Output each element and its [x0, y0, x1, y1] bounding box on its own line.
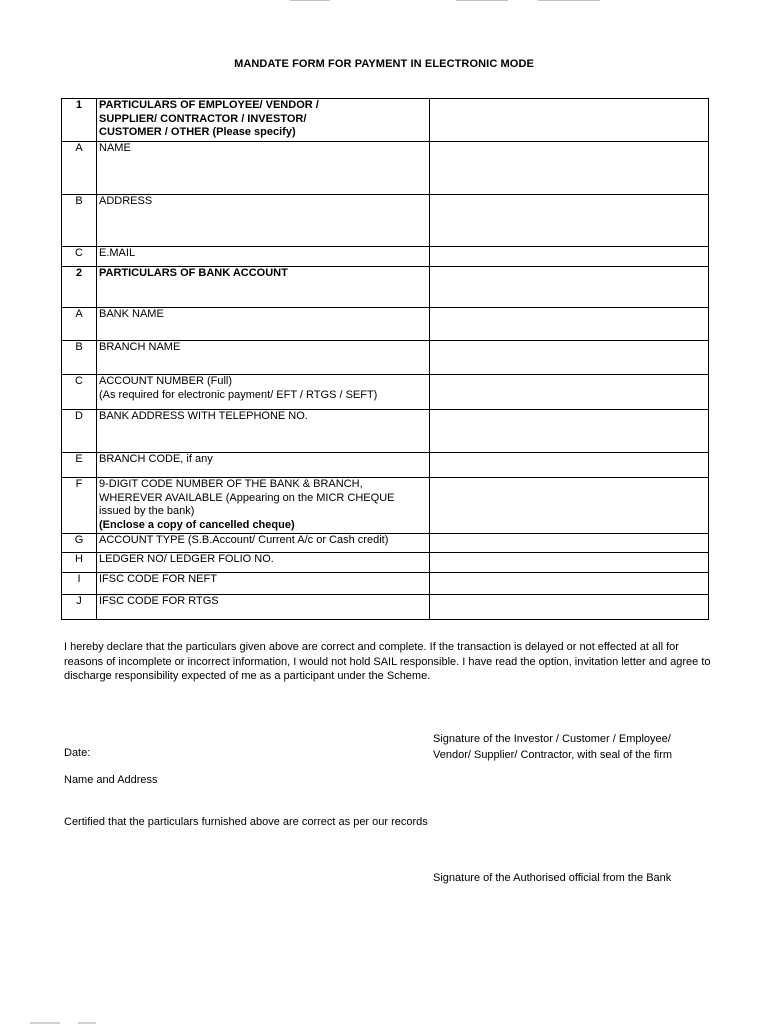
form-row-bank-name — [62, 308, 709, 341]
mandate-form-table — [61, 98, 709, 620]
form-row-account-number — [62, 375, 709, 410]
row-id: B — [62, 195, 97, 247]
name-address-label: Name and Address — [64, 774, 158, 786]
row-id: D — [62, 410, 97, 453]
row-label: BRANCH CODE, if any — [97, 453, 430, 478]
signature-bank-caption: Signature of the Authorised official from the Bank — [433, 872, 672, 884]
row-id: B — [62, 341, 97, 375]
form-row-ifsc-rtgs — [62, 595, 709, 620]
form-row-micr-code — [62, 478, 709, 534]
ledger-no-field[interactable] — [430, 553, 709, 573]
row-label: IFSC CODE FOR NEFT — [97, 573, 430, 595]
scan-artifact — [290, 0, 330, 1]
micr-code-field[interactable] — [430, 478, 709, 534]
ifsc-neft-field[interactable] — [430, 573, 709, 595]
form-row-name — [62, 142, 709, 195]
email-field[interactable] — [430, 247, 709, 267]
row-label: E.MAIL — [97, 247, 430, 267]
form-row-address — [62, 195, 709, 247]
row-id: I — [62, 573, 97, 595]
row-label: IFSC CODE FOR RTGS — [97, 595, 430, 620]
row-label: BANK ADDRESS WITH TELEPHONE NO. — [97, 410, 430, 453]
address-field[interactable] — [430, 195, 709, 247]
row-id: E — [62, 453, 97, 478]
section-2-value — [430, 267, 709, 308]
signature-investor-caption: Signature of the Investor / Customer / Employee/ Vendor/ Supplier/ Contractor, with seal of the firm — [433, 733, 673, 761]
certification-text: Certified that the particulars furnished above are correct as per our records — [64, 816, 428, 828]
section-1-header-row — [62, 99, 709, 142]
row-id: G — [62, 534, 97, 553]
row-label: 9-DIGIT CODE NUMBER OF THE BANK & BRANCH, WHEREVER AVAILABLE (Appearing on the MICR CHEQUE issued by the bank) (Enclose a copy of cancelled cheque) — [97, 478, 430, 534]
bank-name-field[interactable] — [430, 308, 709, 341]
row-label: ACCOUNT NUMBER (Full) (As required for electronic payment/ EFT / RTGS / SEFT) — [97, 375, 430, 410]
form-row-bank-address — [62, 410, 709, 453]
row-label: BANK NAME — [97, 308, 430, 341]
branch-code-field[interactable] — [430, 453, 709, 478]
row-id: A — [62, 308, 97, 341]
form-title: MANDATE FORM FOR PAYMENT IN ELECTRONIC MODE — [234, 58, 534, 70]
section-1-specify-field[interactable] — [430, 99, 709, 142]
row-label: NAME — [97, 142, 430, 195]
declaration-text: I hereby declare that the particulars given above are correct and complete. If the transaction is delayed or not effected at all for reasons of incomplete or incorrect information, I would not hold SAIL responsible. I have read the option, invitation letter and agree to discharge responsibility expected of me as a participant under the Scheme. — [64, 641, 711, 682]
date-label: Date: — [64, 747, 91, 759]
section-2-header-row — [62, 267, 709, 308]
scan-artifact — [538, 0, 600, 1]
bank-address-field[interactable] — [430, 410, 709, 453]
row-id: F — [62, 478, 97, 534]
form-row-ledger-no — [62, 553, 709, 573]
section-number: 1 — [62, 99, 97, 142]
scan-artifact — [456, 0, 508, 1]
section-1-heading: PARTICULARS OF EMPLOYEE/ VENDOR / SUPPLIER/ CONTRACTOR / INVESTOR/ CUSTOMER / OTHER (Please specify) — [97, 99, 430, 142]
section-2-heading: PARTICULARS OF BANK ACCOUNT — [97, 267, 430, 308]
branch-name-field[interactable] — [430, 341, 709, 375]
section-number: 2 — [62, 267, 97, 308]
row-id: A — [62, 142, 97, 195]
form-row-email — [62, 247, 709, 267]
row-id: J — [62, 595, 97, 620]
ifsc-rtgs-field[interactable] — [430, 595, 709, 620]
row-id: C — [62, 375, 97, 410]
form-row-account-type — [62, 534, 709, 553]
row-label: BRANCH NAME — [97, 341, 430, 375]
form-row-branch-code — [62, 453, 709, 478]
form-row-branch-name — [62, 341, 709, 375]
form-row-ifsc-neft — [62, 573, 709, 595]
row-label: LEDGER NO/ LEDGER FOLIO NO. — [97, 553, 430, 573]
account-number-field[interactable] — [430, 375, 709, 410]
row-id: C — [62, 247, 97, 267]
row-label: ADDRESS — [97, 195, 430, 247]
name-field[interactable] — [430, 142, 709, 195]
row-label: ACCOUNT TYPE (S.B.Account/ Current A/c or Cash credit) — [97, 534, 430, 553]
row-id: H — [62, 553, 97, 573]
account-type-field[interactable] — [430, 534, 709, 553]
